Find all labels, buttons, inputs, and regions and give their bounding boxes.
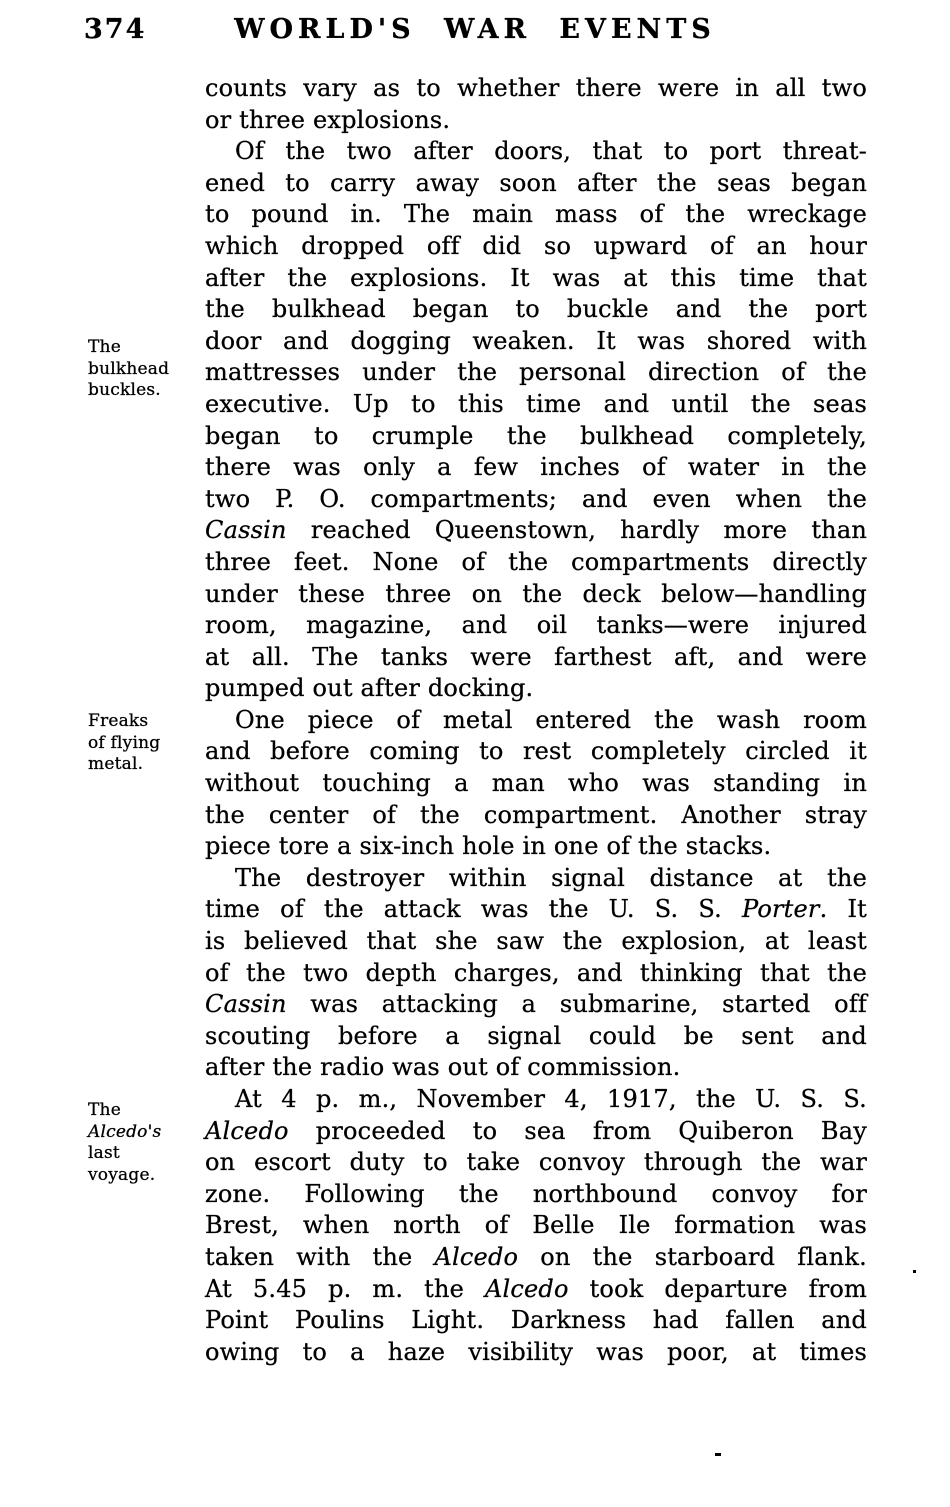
text-run: or three explosions. (205, 105, 451, 134)
ship-name-italic: Alcedo (434, 1242, 519, 1271)
text-run: mattresses under the personal direction of the (205, 358, 867, 387)
text-run: after the radio was out of commission. (205, 1053, 681, 1082)
text-run: the center of the compartment. Another stray (205, 800, 867, 829)
body-line (205, 421, 867, 453)
body-line (205, 736, 867, 768)
text-run: after the explosions. It was at this time that (205, 263, 867, 292)
page-number: 374 (84, 14, 147, 45)
text-run: on the starboard flank. (518, 1242, 867, 1271)
body-line (205, 263, 867, 295)
text-run: of the two depth charges, and thinking that the (205, 958, 867, 987)
text-run: ened to carry away soon after the seas began (205, 168, 867, 197)
body-line (205, 673, 867, 705)
body-line (205, 484, 867, 516)
body-line (205, 547, 867, 579)
body-line (205, 800, 867, 832)
body-line (205, 1084, 867, 1116)
margin-note-line (88, 1100, 202, 1122)
ship-name-italic: Alcedo's (88, 1121, 162, 1142)
body-line (205, 579, 867, 611)
ship-name-italic: Porter (741, 895, 820, 924)
text-run: Brest, when north of Belle Ile formation was (205, 1211, 867, 1240)
text-run: proceeded to sea from Quiberon Bay (288, 1116, 867, 1145)
text-run: The (88, 1100, 121, 1120)
text-run: . It (819, 895, 867, 924)
body-line (205, 1242, 867, 1274)
text-run: metal. (88, 754, 144, 774)
text-run: zone. Following the northbound convoy for (205, 1179, 867, 1208)
ship-name-italic: Cassin (205, 516, 287, 545)
body-line (205, 1274, 867, 1306)
text-run: which dropped off did so upward of an hour (205, 231, 867, 260)
body-line (205, 389, 867, 421)
body-line (205, 326, 867, 358)
text-run: took departure from (568, 1274, 867, 1303)
text-run: without touching a man who was standing in (205, 769, 867, 798)
text-run: voyage. (88, 1164, 156, 1185)
margin-note (88, 1100, 202, 1186)
body-line (205, 357, 867, 389)
ship-name-italic: Cassin (205, 990, 287, 1019)
text-run: bulkhead (88, 358, 170, 379)
text-run: scouting before a signal could be sent and (205, 1021, 867, 1050)
text-run: At 4 p. m., November 4, 1917, the U. S. S. (235, 1085, 867, 1113)
body-line (205, 831, 867, 863)
text-run: there was only a few inches of water in the (205, 453, 867, 482)
margin-note-line (88, 733, 202, 755)
body-line (205, 926, 867, 958)
text-run: Of the two after doors, that to port threat- (235, 137, 867, 166)
text-run: on escort duty to take convoy through the war (205, 1148, 867, 1177)
scan-speck (913, 1270, 916, 1273)
body-line (205, 863, 867, 895)
body-line (205, 1052, 867, 1084)
text-run: door and dogging weaken. It was shored with (205, 326, 867, 355)
body-line (205, 231, 867, 263)
text-run: piece tore a six-inch hole in one of the stacks. (205, 832, 772, 861)
text-run: owing to a haze visibility was poor, at times (205, 1337, 867, 1366)
margin-note-line (88, 359, 202, 381)
margin-note-line (88, 1143, 202, 1165)
text-run: is believed that she saw the explosion, at least (205, 927, 867, 956)
margin-note (88, 711, 202, 776)
text-run: The destroyer within signal distance at the (235, 863, 867, 892)
body-line (205, 989, 867, 1021)
text-run: executive. Up to this time and until the seas (205, 389, 867, 418)
text-run: taken with the (205, 1242, 435, 1271)
text-run: room, magazine, and oil tanks—were injured (205, 611, 867, 640)
text-run: buckles. (88, 380, 161, 400)
body-line (205, 705, 867, 737)
body-line (205, 168, 867, 200)
text-run: last (88, 1143, 120, 1163)
text-run: One piece of metal entered the wash room (235, 705, 867, 734)
body-line (205, 199, 867, 231)
scan-speck (715, 1453, 721, 1456)
body-line (205, 515, 867, 547)
text-run: to pound in. The main mass of the wreckage (205, 200, 867, 229)
margin-note-line (88, 380, 202, 402)
text-run: reached Queenstown, hardly more than (286, 516, 867, 545)
margin-note-line (88, 1122, 202, 1144)
text-run: pumped out after docking. (205, 674, 534, 703)
text-run: At 5.45 p. m. the (205, 1274, 485, 1303)
body-line (205, 1116, 867, 1148)
margin-note-line (88, 1165, 202, 1187)
text-run: was attacking a submarine, started off (286, 990, 867, 1019)
body-line (205, 958, 867, 990)
body-line (205, 1210, 867, 1242)
body-line (205, 894, 867, 926)
text-run: Point Poulins Light. Darkness had fallen and (205, 1306, 867, 1335)
text-run: began to crumple the bulkhead completely, (205, 421, 867, 450)
margin-note-line (88, 711, 202, 733)
margin-note-line (88, 754, 202, 776)
body-line (205, 105, 867, 137)
body-line (205, 1179, 867, 1211)
body-line (205, 452, 867, 484)
body-line (205, 610, 867, 642)
body-line (205, 1021, 867, 1053)
text-run: under these three on the deck below—handling (205, 579, 867, 608)
body-line (205, 1305, 867, 1337)
ship-name-italic: Alcedo (484, 1274, 569, 1303)
text-run: two P. O. compartments; and even when the (205, 484, 867, 513)
body-text-column (205, 73, 867, 1368)
text-run: counts vary as to whether there were in all two (205, 74, 867, 102)
margin-note-line (88, 337, 202, 359)
text-run: The (88, 337, 121, 357)
margin-note (88, 337, 202, 402)
text-run: three feet. None of the compartments directly (205, 547, 867, 576)
body-line (205, 1337, 867, 1369)
body-line (205, 768, 867, 800)
running-head-title: WORLD'S WAR EVENTS (234, 14, 716, 45)
body-line (205, 642, 867, 674)
body-line (205, 294, 867, 326)
text-run: time of the attack was the U. S. S. (205, 895, 742, 924)
body-line (205, 1147, 867, 1179)
text-run: at all. The tanks were farthest aft, and were (205, 642, 867, 671)
ship-name-italic: Alcedo (205, 1116, 289, 1145)
text-run: and before coming to rest completely circled it (205, 737, 867, 766)
text-run: the bulkhead began to buckle and the port (205, 295, 867, 324)
body-line (205, 73, 867, 105)
body-line (205, 136, 867, 168)
text-run: of flying (88, 732, 161, 753)
text-run: Freaks (88, 711, 149, 731)
